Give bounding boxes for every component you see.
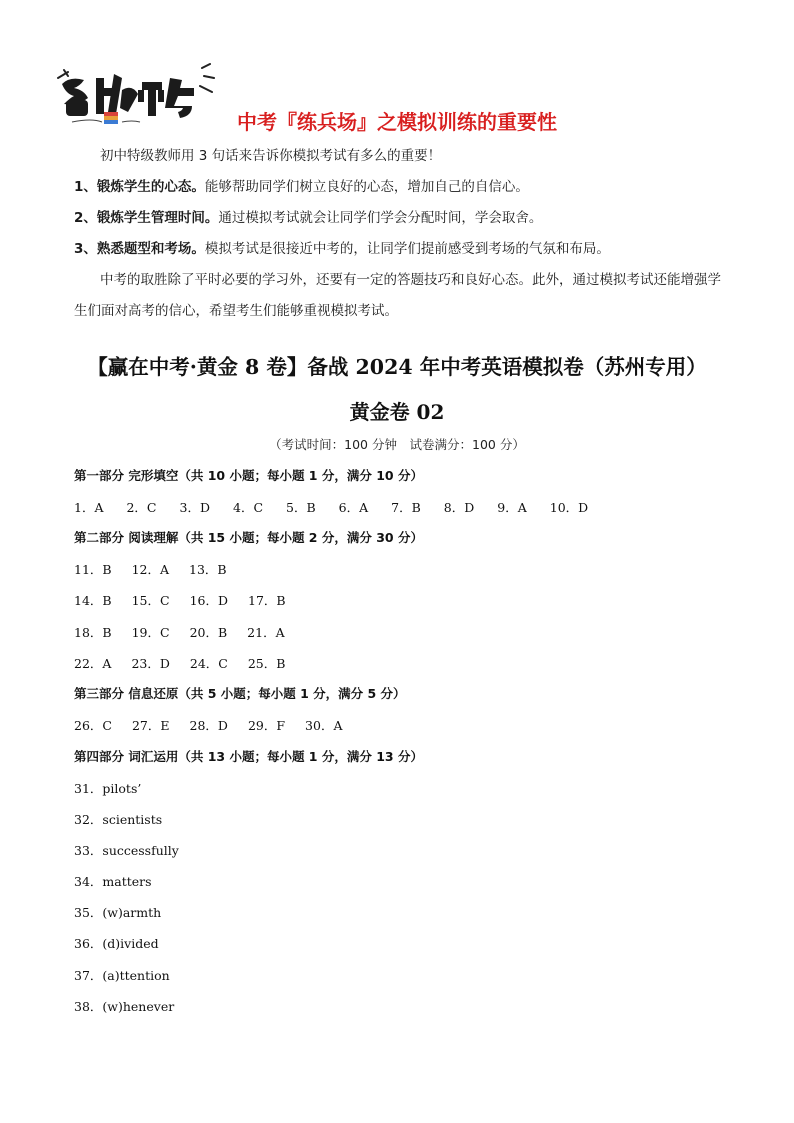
promo-intro: 初中特级教师用 3 句话来告诉你模拟考试有多么的重要！ (100, 148, 442, 164)
point-text: 能够帮助同学们树立良好的心态，增加自己的自信心。 (204, 179, 529, 195)
answer-item: 22．A (74, 656, 112, 671)
answer-item: 7．B (391, 500, 421, 515)
answer-item: 10．D (549, 500, 589, 515)
vocab-answer: 32．scientists (74, 812, 163, 827)
answer-item: 20．B (189, 625, 228, 640)
exam-info: （考试时间：100 分钟 试卷满分：100 分） (269, 437, 525, 452)
answer-item: 24．C (189, 656, 228, 671)
answer-item: 1．A (74, 500, 104, 515)
promo-point-2 (74, 203, 734, 234)
answer-item: 23．D (131, 656, 170, 671)
answer-row-part2 (74, 560, 247, 580)
answer-item: 16．D (189, 593, 229, 608)
section-heading-part2: 第二部分 阅读理解（共 15 小题；每小题 2 分，满分 30 分） (74, 530, 423, 545)
section-heading-part3: 第三部分 信息还原（共 5 小题；每小题 1 分，满分 5 分） (74, 686, 406, 701)
vocab-answer: 36．(d)ivided (74, 936, 159, 951)
answer-item: 4．C (233, 500, 264, 515)
promo-closing: 中考的取胜除了平时必要的学习外，还要有一定的答题技巧和良好心态。此外，通过模拟考试还能增强学生们面对高考的信心，希望考生们能够重视模拟考试。 (74, 272, 721, 319)
answer-item: 2．C (126, 500, 157, 515)
answer-item: 6．A (338, 500, 369, 515)
answer-item: 8．D (443, 500, 475, 515)
answer-item: 29．F (247, 718, 286, 733)
answer-item: 13．B (189, 562, 227, 577)
point-heading: 熟悉题型和考场。 (96, 241, 205, 257)
section-heading-part4: 第四部分 词汇运用（共 13 小题；每小题 1 分，满分 13 分） (74, 749, 423, 764)
promo-point-3 (74, 234, 734, 265)
point-heading: 锻炼学生管理时间。 (96, 210, 219, 226)
vocab-answer: 38．(w)henever (74, 999, 175, 1014)
answer-item: 9．A (497, 500, 527, 515)
answer-item: 11．B (74, 562, 112, 577)
promo-point-1 (74, 172, 734, 203)
answer-item: 30．A (305, 718, 343, 733)
answer-item: 26．C (74, 718, 112, 733)
point-text: 模拟考试是很接近中考的，让同学们提前感受到考场的气氛和布局。 (204, 241, 610, 257)
section-heading-part1: 第一部分 完形填空（共 10 小题；每小题 1 分，满分 10 分） (74, 468, 423, 483)
point-text: 通过模拟考试就会让同学们学会分配时间，学会取舍。 (218, 210, 543, 226)
point-number: 3、 (74, 241, 97, 257)
answer-item: 12．A (131, 562, 170, 577)
answer-row-part2 (74, 654, 305, 674)
answer-item: 17．B (248, 593, 286, 608)
answer-row-part2 (74, 623, 305, 643)
vocab-answer: 33．successfully (74, 843, 179, 858)
answer-item: 21．A (247, 625, 285, 640)
answer-row-part1 (74, 498, 611, 518)
vocab-answer: 31．pilots’ (74, 781, 142, 796)
point-heading: 锻炼学生的心态。 (96, 179, 205, 195)
answer-item: 27．E (131, 718, 170, 733)
answer-item: 28．D (189, 718, 228, 733)
point-number: 2、 (74, 210, 97, 226)
answer-item: 14．B (74, 593, 112, 608)
answer-item: 5．B (286, 500, 316, 515)
answer-item: 15．C (131, 593, 170, 608)
exam-title: 【赢在中考·黄金 8 卷】备战 2024 年中考英语模拟卷（苏州专用） (87, 355, 707, 379)
exam-subtitle: 黄金卷 02 (349, 400, 445, 424)
answer-item: 18．B (74, 625, 112, 640)
vocab-answer: 34．matters (74, 874, 152, 889)
promo-title: 中考『练兵场』之模拟训练的重要性 (237, 110, 557, 134)
point-number: 1、 (74, 179, 97, 195)
vocab-answer: 35．(w)armth (74, 905, 162, 920)
answer-item: 19．C (131, 625, 170, 640)
vocab-answer: 37．(a)ttention (74, 968, 170, 983)
answer-row-part2 (74, 591, 306, 611)
answer-row-part3 (74, 716, 362, 736)
answer-item: 3．D (179, 500, 210, 515)
answer-item: 25．B (247, 656, 286, 671)
